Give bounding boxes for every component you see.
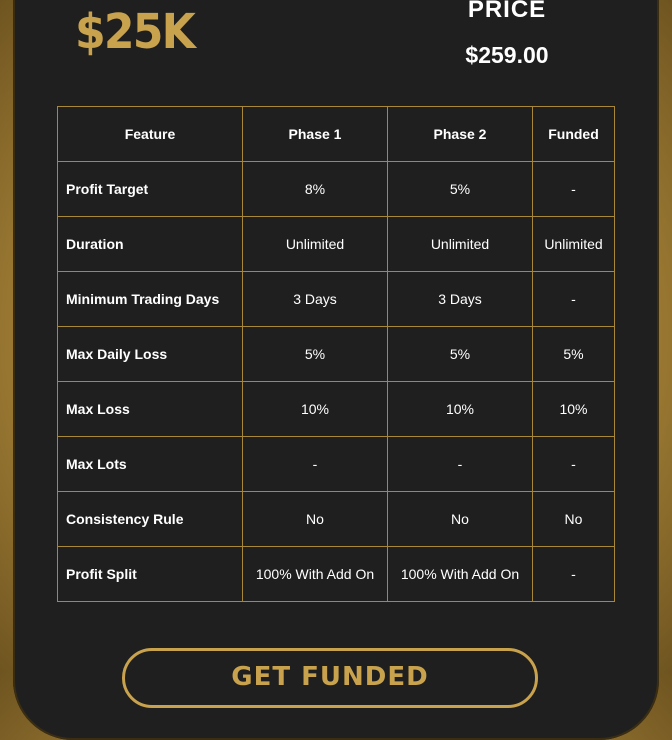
- row-label: Max Lots: [58, 437, 243, 492]
- cell-phase-2: 5%: [388, 162, 533, 217]
- row-label: Consistency Rule: [58, 492, 243, 547]
- cell-funded: -: [533, 272, 615, 327]
- column-header-feature: Feature: [58, 107, 243, 162]
- row-label: Profit Target: [58, 162, 243, 217]
- cell-phase-1: 100% With Add On: [243, 547, 388, 602]
- table-row: [58, 437, 615, 492]
- cell-phase-2: 100% With Add On: [388, 547, 533, 602]
- row-label: Max Daily Loss: [58, 327, 243, 382]
- cell-phase-2: 5%: [388, 327, 533, 382]
- cell-phase-1: 8%: [243, 162, 388, 217]
- cell-phase-2: -: [388, 437, 533, 492]
- cell-funded: -: [533, 547, 615, 602]
- account-size-heading: $25K: [75, 4, 195, 60]
- table-row: [58, 272, 615, 327]
- row-label: Max Loss: [58, 382, 243, 437]
- cell-phase-1: No: [243, 492, 388, 547]
- cell-phase-1: 3 Days: [243, 272, 388, 327]
- table-row: [58, 492, 615, 547]
- cell-phase-2: No: [388, 492, 533, 547]
- column-header-phase-1: Phase 1: [243, 107, 388, 162]
- cell-phase-2: Unlimited: [388, 217, 533, 272]
- table-row: [58, 382, 615, 437]
- cell-funded: No: [533, 492, 615, 547]
- cell-phase-1: 5%: [243, 327, 388, 382]
- cell-phase-1: -: [243, 437, 388, 492]
- price-value: $259.00: [465, 42, 549, 68]
- get-funded-button[interactable]: GET FUNDED: [122, 648, 538, 708]
- table-row: [58, 547, 615, 602]
- cell-funded: 10%: [533, 382, 615, 437]
- table-row: [58, 217, 615, 272]
- cell-phase-2: 10%: [388, 382, 533, 437]
- table-header-row: [58, 107, 615, 162]
- column-header-funded: Funded: [533, 107, 615, 162]
- cell-funded: -: [533, 437, 615, 492]
- features-table: [57, 106, 615, 602]
- cell-funded: -: [533, 162, 615, 217]
- row-label: Profit Split: [58, 547, 243, 602]
- column-header-phase-2: Phase 2: [388, 107, 533, 162]
- cell-funded: Unlimited: [533, 217, 615, 272]
- row-label: Duration: [58, 217, 243, 272]
- cell-phase-1: Unlimited: [243, 217, 388, 272]
- table-row: [58, 162, 615, 217]
- cell-phase-2: 3 Days: [388, 272, 533, 327]
- cell-funded: 5%: [533, 327, 615, 382]
- row-label: Minimum Trading Days: [58, 272, 243, 327]
- table-row: [58, 327, 615, 382]
- price-label: PRICE: [467, 0, 547, 23]
- cell-phase-1: 10%: [243, 382, 388, 437]
